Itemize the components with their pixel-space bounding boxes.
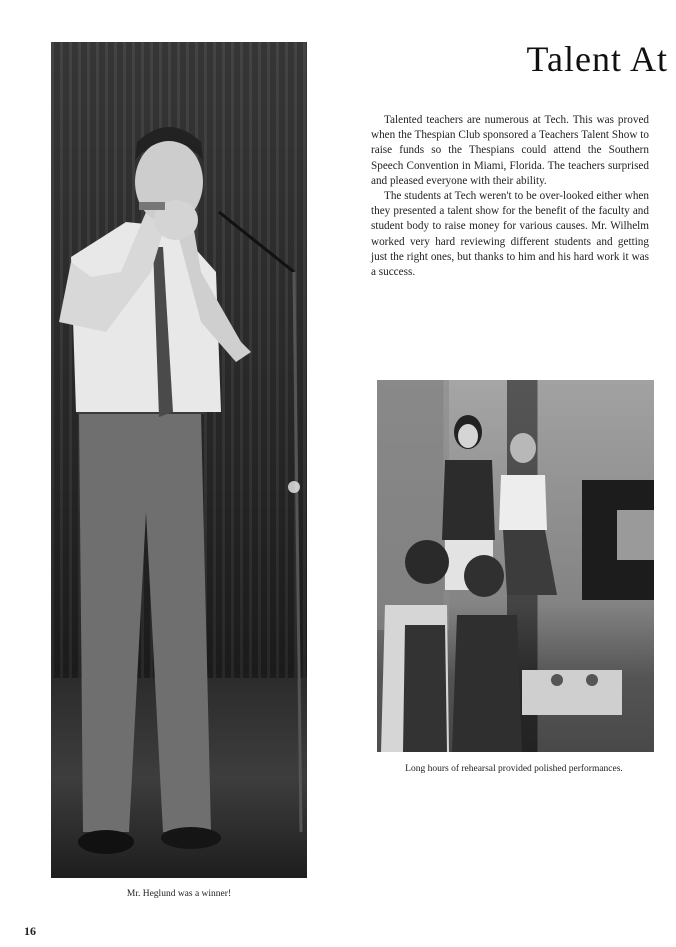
rehearsal-scene [377,380,654,752]
article-paragraph: The students at Tech weren't to be over-looked either when they presented a talent show for the benefit of the faculty and student body to raise money for various causes. Mr. Wilhelm worked very hard reviewing different students and getting just the right ones, but thanks to him and his hard work it was a success. [371,190,649,279]
girl3-jumper [403,625,447,752]
girl4-hair [464,555,504,597]
left-shoe [78,830,134,854]
photo-rehearsal [377,380,654,752]
girl2-blouse [499,475,547,530]
tape-recorder [522,670,622,715]
photo-harmonica-player [51,42,307,878]
page-number: 16 [24,924,36,938]
mic-boom [219,212,294,272]
curtain [377,380,449,630]
girl3-hair [405,540,449,584]
harmonica [139,202,165,210]
girl-jacket [442,460,495,540]
photo-caption: Mr. Heglund was a winner! [126,889,232,899]
page-title: Talent At [526,39,668,79]
tape-reel [551,674,563,686]
piano-panel [617,510,654,560]
girl4-jumper [452,615,522,752]
article-paragraph: Talented teachers are numerous at Tech. This was proved when the Thespian Club sponsored a Teachers Talent Show to raise funds so the Thespians could attend the Southern Speech Convention in Miami, Florida. The teachers surprised and pleased everyone with their ability. [371,114,649,187]
stage-light [288,481,300,493]
trousers [79,412,211,832]
performer-figure [51,42,307,878]
tape-reel [586,674,598,686]
photo-caption: Long hours of rehearsal provided polished performances. [405,764,623,774]
right-shoe [161,827,221,849]
article-body [371,113,649,280]
girl2-skirt [503,530,557,595]
girl-face [458,424,478,448]
mic-stand [294,272,301,832]
girl2-hair [510,433,536,463]
